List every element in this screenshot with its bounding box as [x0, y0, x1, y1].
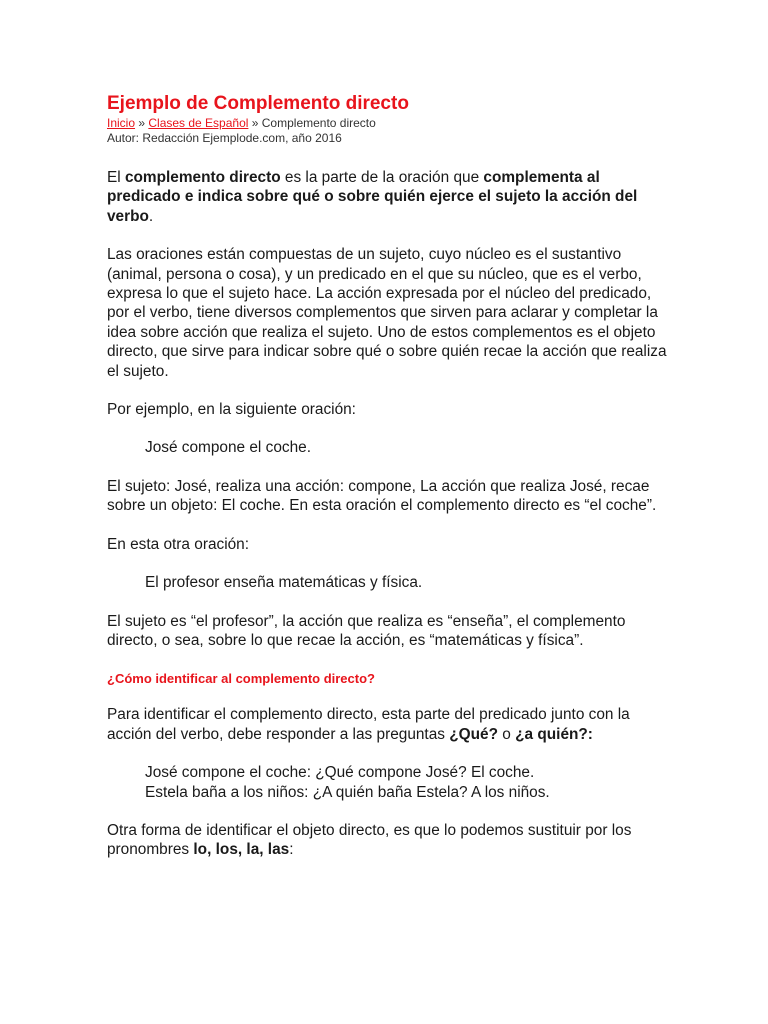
bold-question: ¿Qué?	[449, 725, 498, 743]
breadcrumb-home-link[interactable]: Inicio	[107, 116, 136, 130]
text-span: o	[498, 725, 516, 743]
text-span: .	[148, 207, 154, 225]
example-sentence: Estela baña a los niños: ¿A quién baña Estela? A los niños.	[145, 783, 550, 801]
page-title: Ejemplo de Complemento directo	[107, 93, 409, 114]
paragraph-example-intro: Por ejemplo, en la siguiente oración:	[107, 401, 356, 419]
paragraph-example-analysis: El sujeto: José, realiza una acción: compone, La acción que realiza José, recae sobre un objeto: El coche. En esta oración el complemento directo es “el coche”.	[107, 477, 657, 515]
example-sentence: El profesor enseña matemáticas y física.	[145, 574, 423, 592]
breadcrumb-category-link[interactable]: Clases de Español	[148, 116, 249, 130]
text-span: es la parte de la oración que	[280, 169, 484, 186]
author-line: Autor: Redacción Ejemplode.com, año 2016	[107, 131, 342, 145]
bold-definition: complementa al predicado e indica sobre qué o sobre quién ejerce el sujeto la acción del verbo	[107, 169, 638, 225]
bold-term: complemento directo	[124, 169, 281, 186]
bold-question: ¿a quién?:	[515, 725, 593, 743]
breadcrumb-current: Complemento directo	[261, 116, 376, 130]
breadcrumb	[107, 116, 667, 131]
text-span: Otra forma de identificar el objeto directo, es que lo podemos sustituir por los pronombres	[107, 821, 632, 859]
text-span: El	[107, 169, 125, 186]
bold-pronouns: lo, los, la, las	[193, 841, 290, 859]
example-sentence: José compone el coche.	[145, 439, 311, 457]
section-heading: ¿Cómo identificar al complemento directo?	[107, 671, 375, 687]
breadcrumb-separator: »	[135, 116, 149, 130]
paragraph-definition	[107, 168, 667, 226]
paragraph-identify	[107, 705, 667, 744]
text-span: Para identificar el complemento directo, esta parte del predicado junto con la acción del verbo, debe responder a las preguntas	[107, 706, 630, 743]
paragraph-second-example-analysis: El sujeto es “el profesor”, la acción que realiza es “enseña”, el complemento directo, o sea, sobre lo que recae la acción, es “matemáticas y física”.	[107, 612, 626, 649]
paragraph-pronouns	[107, 821, 667, 860]
paragraph-explanation: Las oraciones están compuestas de un sujeto, cuyo núcleo es el sustantivo (animal, persona o cosa), y un predicado en el que su núcleo, que es el verbo, expresa lo que el sujeto hace. La acción expresada por el núcleo del predicado, por el verbo, tiene diversos complementos que sirven para aclarar y completar la idea sobre acción que realiza el sujeto. Uno de estos complementos es el objeto directo, que sirve para indicar sobre qué o sobre quién recae la acción que realiza el sujeto.	[107, 246, 667, 380]
article	[107, 92, 667, 860]
paragraph-second-example-intro: En esta otra oración:	[107, 535, 250, 553]
text-span: :	[289, 841, 294, 859]
example-sentence: José compone el coche: ¿Qué compone José? El coche.	[145, 764, 535, 782]
breadcrumb-separator: »	[248, 116, 262, 130]
